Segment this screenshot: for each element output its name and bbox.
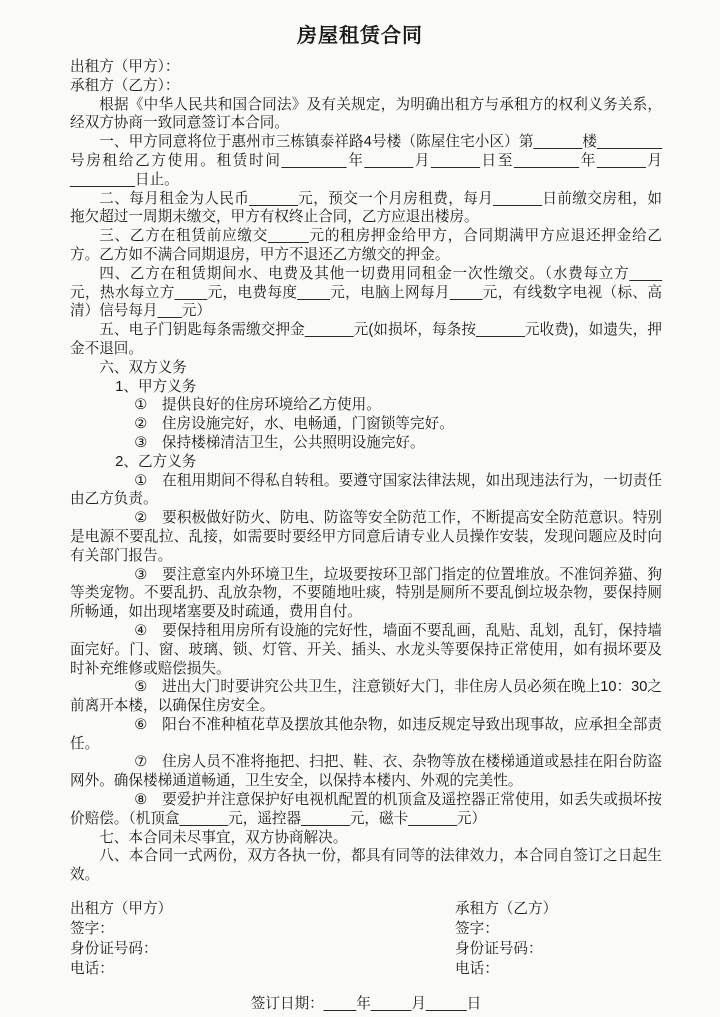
clause-5-key-deposit: 五、电子门钥匙每条需缴交押金______元(如损坏，每条按______元收费)，如遗失，押金不退回。 [70,322,662,357]
clause-8-counterparts: 八、本合同一式两份，双方各执一份，都具有同等的法律效力，本合同自签订之日起生效。 [70,848,662,884]
clause-3-deposit: 三、乙方在租赁前应缴交_____元的租房押金给甲方，合同期满甲方应退还押金给乙方。乙方如不满合同期退房，甲方不退还乙方缴交的押金。 [70,228,662,263]
lessee-id-label: 身份证号码： [455,941,543,958]
lessee-obligation-2: ② 要积极做好防火、防电、防盗等安全防范工作，不断提高安全防范意识。特别是电源不要乱拉、乱接，如需要时要经甲方同意后请专业人员操作安装，发现问题应及时向有关部门报告。 [70,510,662,564]
contract-body [70,58,662,1014]
clause-1-premises: 一、甲方同意将位于惠州市三栋镇泰祥路4号楼（陈屋住宅小区）第______楼________号房租给乙方使用。租赁时间________年______月______日至________年______月________日止。 [70,134,662,188]
lessee-obligation-3: ③ 要注意室内外环境卫生，垃圾要按环卫部门指定的位置堆放。不准饲养猫、狗等类宠物。不要乱扔、乱放杂物，不要随地吐痰，特别是厕所不要乱倒垃圾杂物，要保持厕所畅通，如出现堵塞要及时疏通，费用自付。 [70,566,662,621]
sign-date-line: 签订日期：____年_____月_____日 [250,996,482,1013]
lessor-obligation-3: ③ 保持楼梯清洁卫生，公共照明设施完好。 [134,434,425,451]
clause-2-rent: 二、每月租金为人民币______元，预交一个月房租费，每月______日前缴交房租，如拖欠超过一周期未缴交，甲方有权终止合同，乙方应退出楼房。 [70,190,662,226]
lessee-signature-column [455,899,557,979]
lessor-obligations-heading: 1、甲方义务 [115,378,197,395]
lessor-party-line: 出租方（甲方）： [70,59,180,75]
lessee-obligation-1: ① 在租用期间不得私自转租。要遵守国家法律法规，如出现违法行为，一切责任由乙方负责。 [70,472,662,508]
clause-7-miscellaneous: 七、本合同未尽事宜，双方协商解决。 [99,829,348,846]
lessee-obligation-5: ⑤ 进出大门时要讲究公共卫生，注意锁好大门，非住房人员必须在晚上10：30之前离开本楼，以确保住房安全。 [70,679,662,715]
lessor-signature-column [70,899,455,979]
lessor-obligation-2: ② 住房设施完好，水、电畅通，门窗锁等完好。 [134,416,454,433]
clause-6-obligations-heading: 六、双方义务 [99,359,187,376]
lessee-party-line: 承租方（乙方）： [70,77,180,94]
lessee-obligation-4: ④ 要保持租用房所有设施的完好性，墙面不要乱画，乱贴、乱划，乱钉，保持墙面完好。门、窗、玻璃、锁、灯管、开关、插头、水龙头等要保持正常使用，如有损坏要及时补充维修或赔偿损失。 [70,622,662,677]
lessee-heading: 承租方（乙方） [455,901,558,918]
lessee-phone-label: 电话： [455,961,499,978]
lessee-obligations-heading: 2、乙方义务 [115,453,197,470]
preamble: 根据《中华人民共和国合同法》及有关规定，为明确出租方与承租方的权利义务关系，经双方协商一致同意签订本合同。 [70,96,662,132]
lessor-heading: 出租方（甲方） [70,901,173,918]
clause-4-utilities: 四、乙方在租赁期间水、电费及其他一切费用同租金一次性缴交。（水费每立方____元，热水每立方____元，电费每度____元，电脑上网每月____元，有线数字电视（标、高清）信号每月___元） [70,265,662,320]
lessor-sign-label: 签字： [70,921,114,938]
lessee-obligation-7: ⑦ 住房人员不准将拖把、扫把、鞋、衣、杂物等放在楼梯通道或悬挂在阳台防盗网外。确保楼梯通道畅通，卫生安全，以保持本楼内、外观的完美性。 [70,754,662,790]
lessee-sign-label: 签字： [455,921,499,938]
lessor-phone-label: 电话： [70,961,114,978]
contract-title: 房屋租赁合同 [297,25,423,47]
lessee-obligation-8: ⑧ 要爱护并注意保护好电视机配置的机顶盒及遥控器正常使用，如丢失或损坏按价赔偿。（机顶盒______元，遥控器______元，磁卡______元） [70,792,662,827]
lessor-obligation-1: ① 提供良好的住房环境给乙方使用。 [134,397,381,414]
lessor-id-label: 身份证号码： [70,941,158,958]
signature-block [70,899,662,979]
lessee-obligation-6: ⑥ 阳台不准种植花草及摆放其他杂物，如违反规定导致出现事故，应承担全部责任。 [70,716,662,752]
